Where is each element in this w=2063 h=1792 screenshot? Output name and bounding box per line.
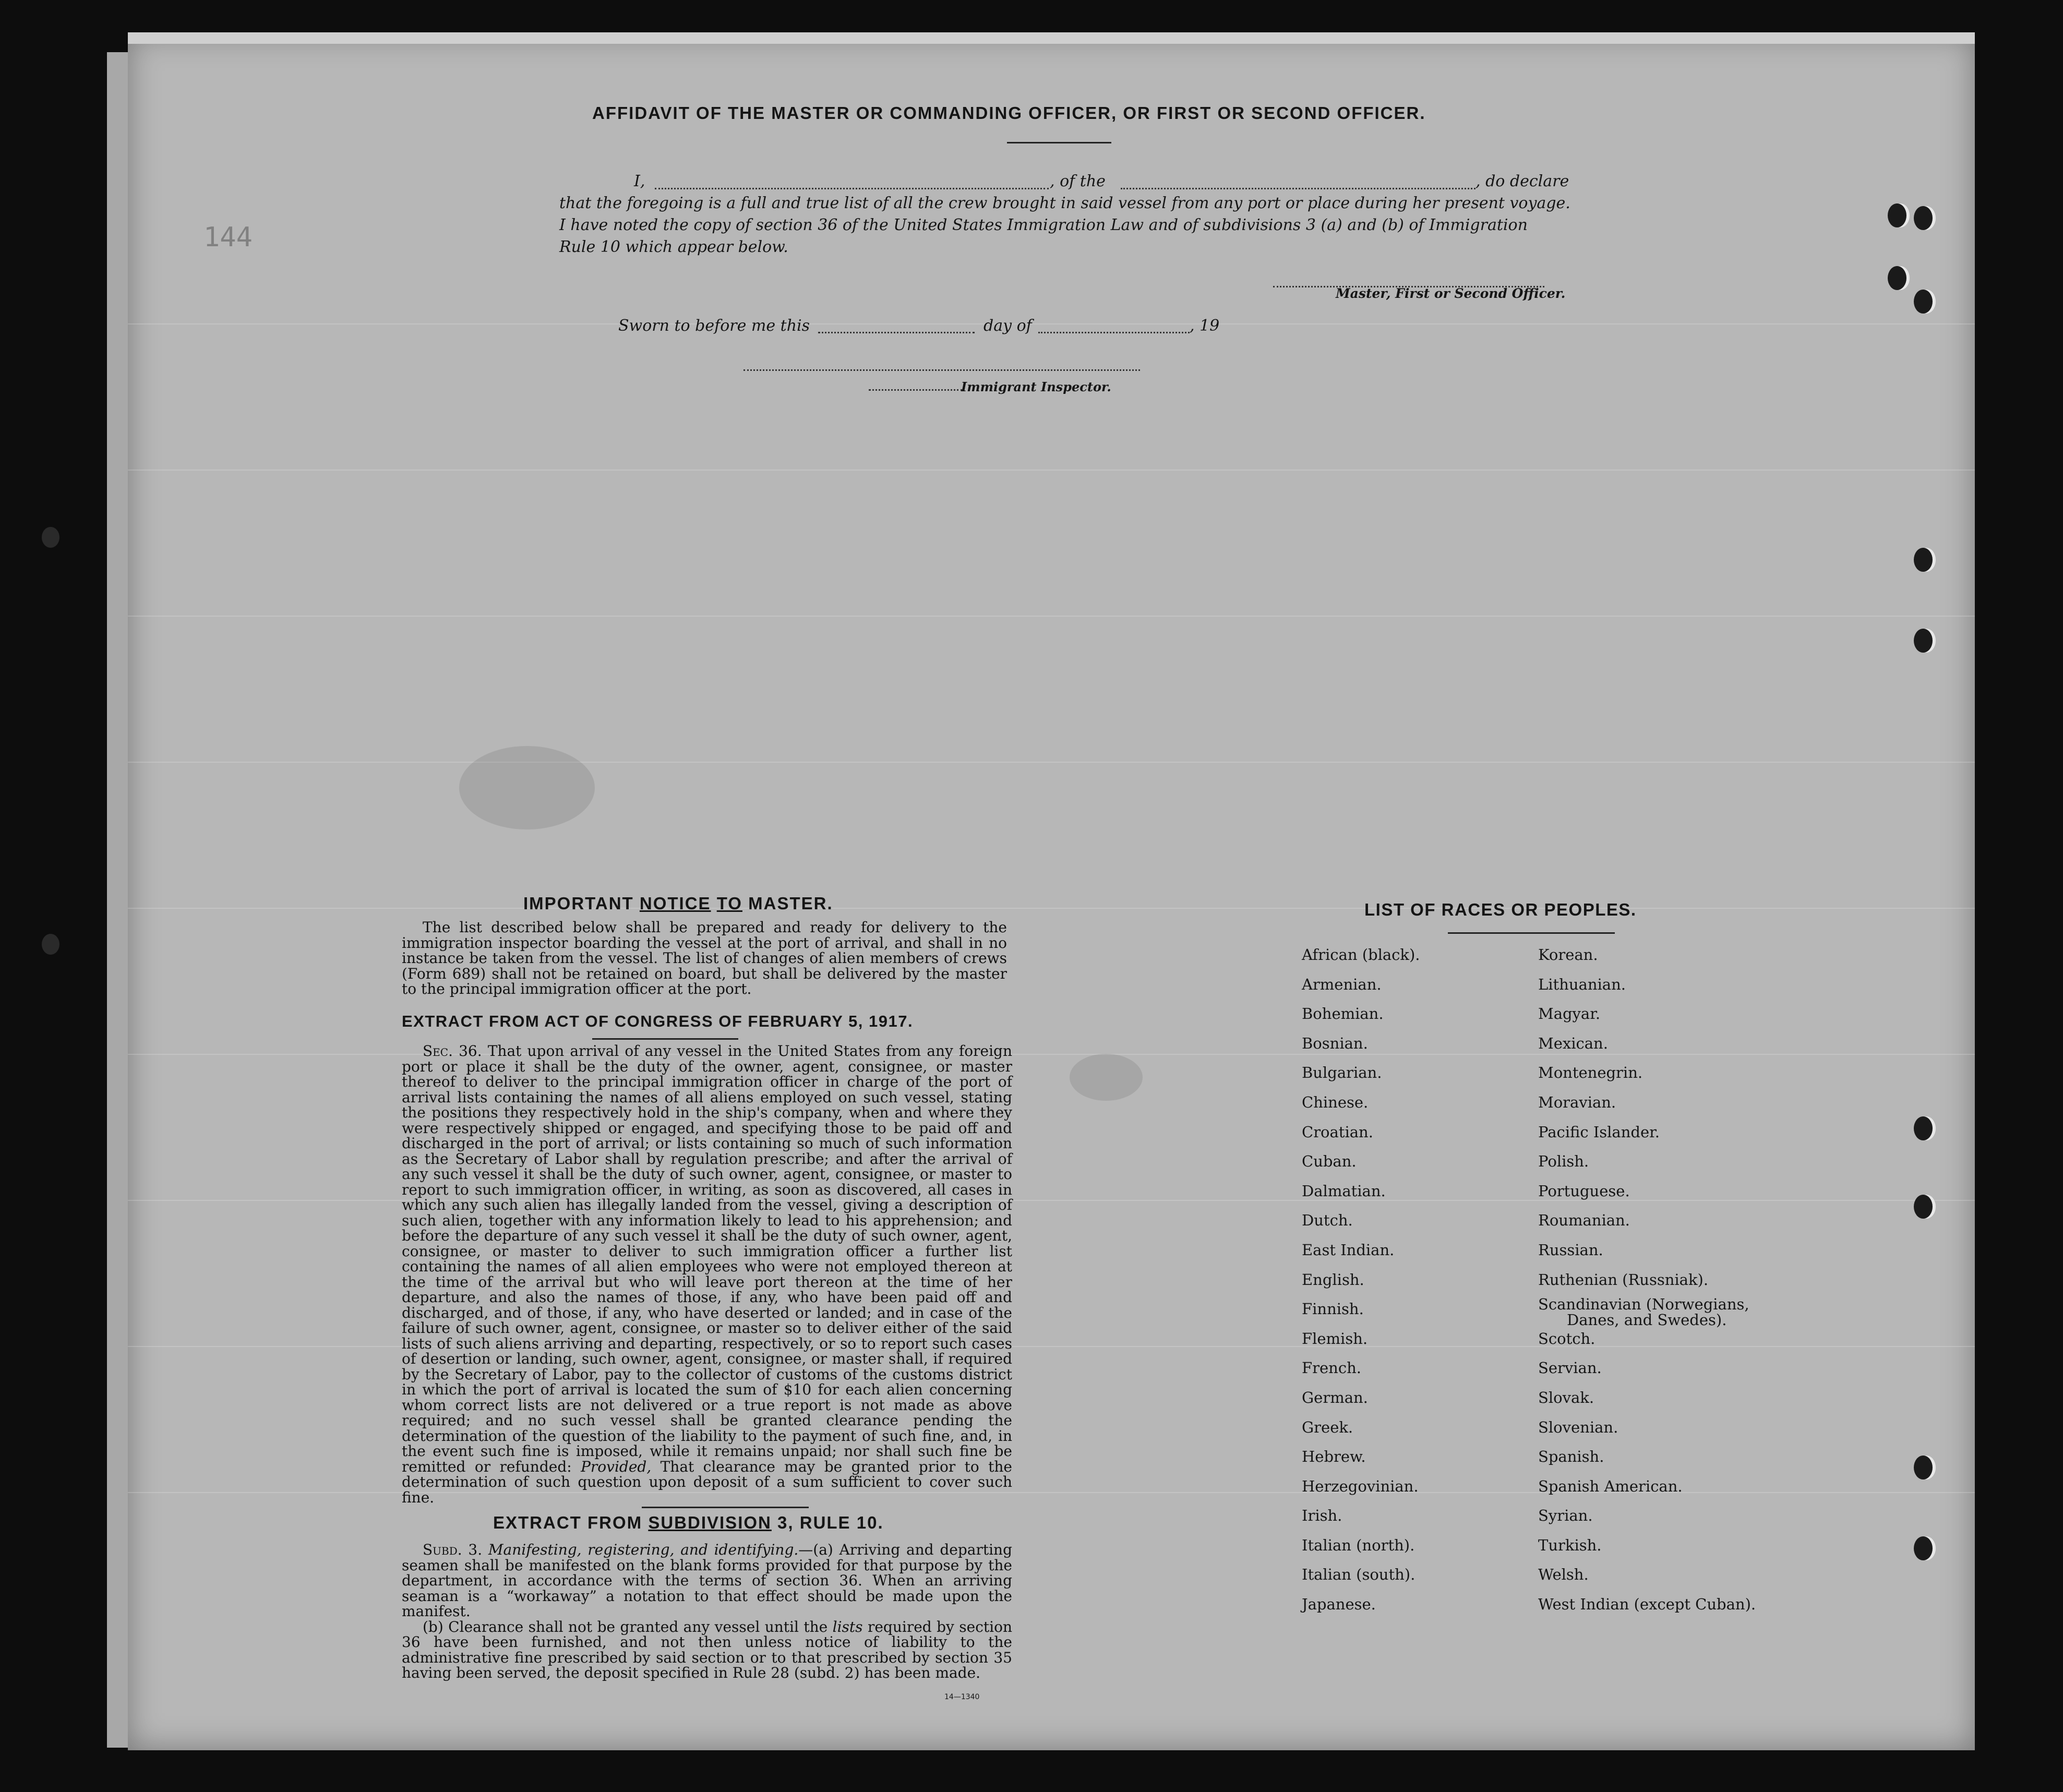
- race-item: Lithuanian.: [1538, 975, 1626, 993]
- bleed-blotch: [1070, 1054, 1143, 1101]
- race-item: Mexican.: [1538, 1034, 1608, 1052]
- race-item: Bulgarian.: [1302, 1064, 1382, 1082]
- punch-hole: [1888, 266, 1906, 290]
- race-item: Moravian.: [1538, 1093, 1616, 1111]
- race-item: Italian (north).: [1302, 1536, 1415, 1554]
- race-item: Armenian.: [1302, 975, 1382, 993]
- race-item: Finnish.: [1302, 1300, 1364, 1318]
- punch-hole: [1888, 203, 1906, 227]
- rule10-subd-heading: Manifesting, registering, and identifying.: [488, 1541, 799, 1558]
- act-title: EXTRACT FROM ACT OF CONGRESS OF FEBRUARY 5, 1917.: [402, 1012, 914, 1030]
- title-rule: [1007, 142, 1111, 143]
- rule10-title: [493, 1513, 884, 1533]
- race-item: Herzegovinian.: [1302, 1477, 1419, 1495]
- act-section-label: Sec. 36.: [423, 1042, 482, 1060]
- race-item: African (black).: [1302, 946, 1420, 964]
- race-item: Dalmatian.: [1302, 1182, 1386, 1200]
- rule10-paragraph: [402, 1542, 1012, 1681]
- race-item: Scotch.: [1538, 1329, 1596, 1348]
- race-item: Russian.: [1538, 1241, 1603, 1259]
- race-item: Korean.: [1538, 946, 1598, 964]
- page-top-edge: [128, 32, 1975, 44]
- sworn-label: Sworn to before me this: [618, 317, 810, 335]
- rule10-para-a: —(a) Arriving and departing seamen shall be manifested on the blank forms provided for that purpose by the department, in accordance with the terms of section 36. When an arriving seaman is a “workaway” a notation to that effect should be made upon the manifest.: [402, 1541, 1012, 1620]
- punch-hole: [1914, 1456, 1933, 1480]
- punch-hole: [1914, 629, 1933, 653]
- race-item: Irish.: [1302, 1507, 1342, 1525]
- race-item-continuation: Danes, and Swedes).: [1567, 1311, 1727, 1329]
- sworn-day-blank[interactable]: [818, 332, 975, 333]
- race-item: Welsh.: [1538, 1566, 1589, 1584]
- race-item: Slovenian.: [1538, 1418, 1618, 1436]
- margin-number: 144: [203, 222, 253, 253]
- bleed-rule: [128, 908, 1975, 909]
- race-item-two-line: [1538, 1294, 1756, 1329]
- bleed-rule: [128, 323, 1975, 324]
- act-text: That upon arrival of any vessel in the United States from any foreign port or place it shall be the duty of the owner, agent, consignee, or master thereof to deliver to the principal immigration officer in charge of the port of arrival lists containing the names of all aliens employed on such vessel, stating the positions they respectively hold in the ship's company, when and where they were respectively shipped or engaged, and specifying those to be paid off and discharged in the port of arrival; or lists containing so much of such information as the Secretary of Labor shall by regulation prescribe; and after the arrival of any such vessel it shall be the duty of such owner, agent, consignee, or master to report to such immigration officer, in writing, as soon as discovered, all cases in which any such alien has illegally landed from the vessel, giving a description of such alien, together with any information likely to lead to his apprehension; and before the departure of any such vessel it shall be the duty of such owner, agent, consignee, or master to deliver to such immigration officer a further list containing the names of all alien employees who were not employed thereon at the time of the arrival but who will leave port thereon at the time of her departure, and also the names of those, if any, who have been paid off and discharged, and of those, if any, who have deserted or landed; and in case of the failure of such owner, agent, consignee, or master so to deliver either of the said lists of such aliens arriving and departing, respectively, or so to report such cases of desertion or landing, such owner, agent, consignee, or master shall, if required by the Secretary of Labor, pay to the collector of customs of the customs district in which the port of arrival is located the sum of $10 for each alien concerning whom correct lists are not delivered or a true report is not made as above required; and no such vessel shall be granted clearance pending the determination of the question of the liability to the payment of such fine, and, in the event such fine is imposed, while it remains unpaid; nor shall such fine be remitted or refunded:: [402, 1042, 1012, 1475]
- race-item: Hebrew.: [1302, 1448, 1366, 1466]
- punch-hole: [1914, 290, 1933, 314]
- race-item: Scandinavian (Norwegians,: [1538, 1295, 1749, 1314]
- race-item: Polish.: [1538, 1152, 1589, 1171]
- race-item: Flemish.: [1302, 1329, 1368, 1348]
- race-item: Croatian.: [1302, 1123, 1373, 1141]
- race-item: Servian.: [1538, 1359, 1602, 1377]
- notice-title-word: MASTER.: [748, 894, 833, 913]
- punch-hole: [42, 934, 59, 955]
- notice-title: [523, 894, 833, 913]
- race-item: Italian (south).: [1302, 1566, 1416, 1584]
- affidavit-line-2: that the foregoing is a full and true list of all the crew brought in said vessel from any port or place during her present voyage.: [559, 194, 1570, 212]
- race-item: East Indian.: [1302, 1241, 1395, 1259]
- punch-hole: [1914, 1116, 1933, 1140]
- race-item: Syrian.: [1538, 1507, 1593, 1525]
- races-title-rule: [1448, 932, 1615, 934]
- affidavit-line-4: Rule 10 which appear below.: [559, 238, 788, 256]
- inspector-label: Immigrant Inspector.: [961, 379, 1111, 394]
- inspector-short-blank: [869, 389, 963, 391]
- race-item: Chinese.: [1302, 1093, 1369, 1111]
- inspector-signature-blank[interactable]: [743, 369, 1140, 371]
- race-item: Japanese.: [1302, 1595, 1376, 1614]
- affidavit-of-the-label: , of the: [1050, 172, 1106, 190]
- vessel-blank-line[interactable]: [1121, 188, 1476, 189]
- race-item: Magyar.: [1538, 1005, 1601, 1023]
- race-item: West Indian (except Cuban).: [1538, 1595, 1756, 1614]
- race-item: English.: [1302, 1270, 1364, 1289]
- race-item: Dutch.: [1302, 1211, 1353, 1230]
- rule10-subd-label: Subd. 3.: [423, 1541, 483, 1558]
- race-item: Cuban.: [1302, 1152, 1357, 1171]
- rule10-title-part: SUBDIVISION: [648, 1513, 772, 1532]
- rule10-para-b-end: required by section 36 have been furnished, and not then unless notice of liability to the administrative fine prescribed by said section or to that prescribed by section 35 having been served, the deposit specified in Rule 28 (subd. 2) has been made.: [402, 1618, 1013, 1681]
- affidavit-title: AFFIDAVIT OF THE MASTER OR COMMANDING OFFICER, OR FIRST OR SECOND OFFICER.: [592, 103, 1426, 123]
- bleed-rule: [128, 616, 1975, 617]
- race-item: Pacific Islander.: [1538, 1123, 1660, 1141]
- punch-hole: [1914, 206, 1933, 230]
- race-item: Bosnian.: [1302, 1034, 1368, 1052]
- name-blank-line[interactable]: [655, 188, 1049, 189]
- races-title: LIST OF RACES OR PEOPLES.: [1364, 900, 1637, 919]
- notice-title-word: NOTICE: [639, 894, 711, 913]
- rule10-para-b-lists: lists: [832, 1618, 863, 1635]
- bleed-rule: [128, 762, 1975, 763]
- punch-hole: [1914, 1195, 1933, 1219]
- punch-hole: [42, 527, 59, 548]
- day-of-label: day of: [983, 317, 1032, 335]
- punch-hole: [1914, 548, 1933, 572]
- bleed-rule: [128, 470, 1975, 471]
- race-item: Montenegrin.: [1538, 1064, 1643, 1082]
- races-right-column: [1538, 940, 1756, 1619]
- act-provided: Provided,: [581, 1458, 652, 1475]
- race-item: Greek.: [1302, 1418, 1353, 1436]
- notice-paragraph: [402, 920, 1007, 997]
- bleed-blotch: [459, 746, 595, 829]
- notice-title-word: IMPORTANT: [523, 894, 634, 913]
- affidavit-line-3: I have noted the copy of section 36 of the United States Immigration Law and of subdivisions 3 (a) and (b) of Immigration: [559, 216, 1528, 234]
- notice-title-word: TO: [716, 894, 742, 913]
- signature-label: Master, First or Second Officer.: [1336, 286, 1566, 301]
- rule10-para-b-start: (b) Clearance shall not be granted any vessel until the: [423, 1618, 828, 1635]
- affidavit-i-label: I,: [634, 172, 645, 190]
- race-item: Slovak.: [1538, 1388, 1594, 1406]
- race-item: Bohemian.: [1302, 1005, 1384, 1023]
- race-item: Turkish.: [1538, 1536, 1602, 1554]
- race-item: Spanish.: [1538, 1448, 1604, 1466]
- race-item: Roumanian.: [1538, 1211, 1630, 1230]
- races-left-column: [1302, 940, 1420, 1619]
- punch-hole: [1914, 1536, 1933, 1560]
- affidavit-do-declare-label: , do declare: [1476, 172, 1569, 190]
- page-shadow-edge: [107, 52, 128, 1748]
- rule10-title-part: EXTRACT FROM: [493, 1513, 643, 1532]
- race-item: Ruthenian (Russniak).: [1538, 1270, 1709, 1289]
- form-number: 14—1340: [944, 1693, 980, 1701]
- race-item: Spanish American.: [1538, 1477, 1683, 1495]
- year-label: , 19: [1190, 317, 1220, 335]
- rule10-top-rule: [642, 1507, 809, 1508]
- race-item: Portuguese.: [1538, 1182, 1630, 1200]
- act-text-end: That clearance may be granted prior to the determination of such question upon deposit of a sum sufficient to cover such fine.: [402, 1458, 1012, 1506]
- race-item: French.: [1302, 1359, 1361, 1377]
- notice-text: The list described below shall be prepared and ready for delivery to the immigration inspector boarding the vessel at the port of arrival, and shall in no instance be taken from the vessel. The list of changes of alien members of crews (Form 689) shall not be retained on board, but shall be delivered by the master to the principal immigration officer at the port.: [402, 919, 1007, 997]
- race-item: German.: [1302, 1388, 1368, 1406]
- sworn-month-blank[interactable]: [1038, 332, 1190, 333]
- act-paragraph: [402, 1043, 1012, 1505]
- act-title-rule: [592, 1038, 738, 1040]
- rule10-title-part: 3, RULE 10.: [777, 1513, 884, 1532]
